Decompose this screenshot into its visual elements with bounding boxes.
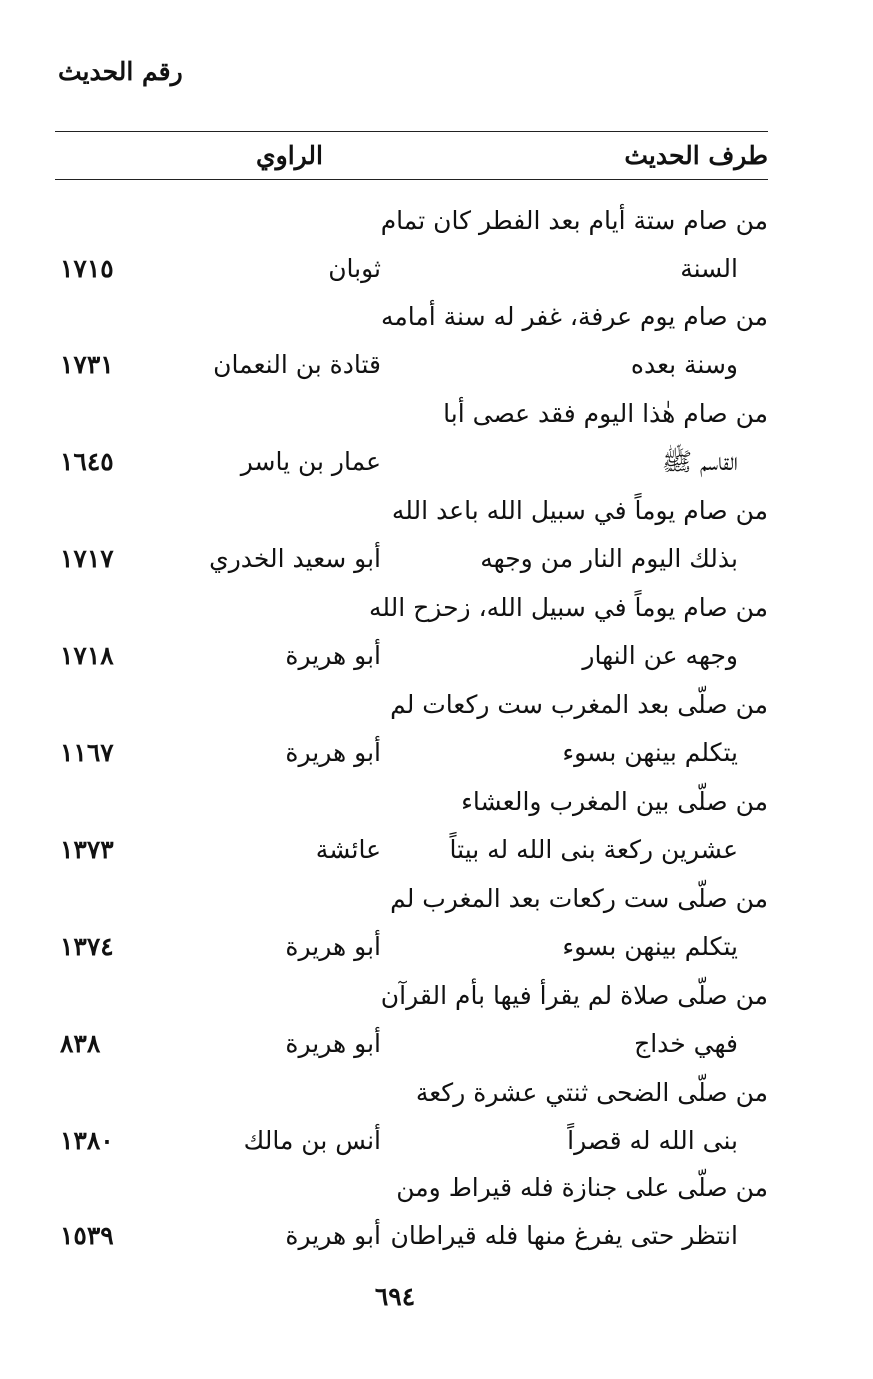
- narrator-name: أبو هريرة: [285, 1221, 381, 1250]
- table-row: [0, 390, 873, 486]
- narrator-name: أبو هريرة: [285, 738, 381, 767]
- table-row: [0, 487, 873, 583]
- table-row: [0, 1069, 873, 1165]
- hadith-number: ١٣٧٤: [60, 932, 114, 961]
- hadith-text-line2: يتكلم بينهن بسوء: [562, 932, 738, 961]
- hadith-number: ١٦٤٥: [60, 447, 114, 476]
- hadith-text-line1: من صام يوم عرفة، غفر له سنة أمامه: [380, 302, 768, 331]
- table-row: [0, 1164, 873, 1260]
- hadith-text-line1: من صلّى بين المغرب والعشاء: [461, 787, 768, 816]
- narrator-name: أبو هريرة: [285, 641, 381, 670]
- hadith-text-line2: وسنة بعده: [630, 350, 738, 379]
- table-row: [0, 972, 873, 1068]
- hadith-number: ١٧١٨: [60, 641, 114, 670]
- hadith-text-line2: بنى الله له قصراً: [567, 1126, 738, 1155]
- hadith-text-line2: فهي خداج: [634, 1029, 738, 1058]
- table-row: [0, 681, 873, 777]
- hadith-text-line1: من صلّى ست ركعات بعد المغرب لم: [390, 884, 768, 913]
- header-bottom-rule: [55, 179, 768, 180]
- hadith-text-line1: من صلّى على جنازة فله قيراط ومن: [396, 1173, 768, 1202]
- hadith-text-line1: من صلّى بعد المغرب ست ركعات لم: [390, 690, 768, 719]
- hadith-text-line1: من صام ستة أيام بعد الفطر كان تمام: [380, 206, 768, 235]
- hadith-text-line1: من صام هٰذا اليوم فقد عصى أبا: [443, 399, 768, 428]
- hadith-number: ١٧١٧: [60, 544, 114, 573]
- narrator-name: قتادة بن النعمان: [213, 350, 381, 379]
- header-hadith-label: طرف الحديث: [624, 141, 768, 170]
- hadith-text-line1: من صام يوماً في سبيل الله باعد الله: [391, 496, 768, 525]
- table-row: [0, 584, 873, 680]
- table-row: [0, 875, 873, 971]
- hadith-text-line2: عشرين ركعة بنى الله له بيتاً: [449, 835, 738, 864]
- hadith-number: ١٧١٥: [60, 254, 114, 283]
- hadith-text-line2: السنة: [680, 254, 738, 283]
- hadith-text-line1: من صلّى صلاة لم يقرأ فيها بأم القرآن: [380, 981, 768, 1010]
- narrator-name: أنس بن مالك: [243, 1126, 381, 1155]
- narrator-name: عائشة: [315, 835, 381, 864]
- table-row: [0, 293, 873, 389]
- narrator-name: أبو سعيد الخدري: [209, 544, 381, 573]
- narrator-name: عمار بن ياسر: [240, 447, 381, 476]
- hadith-number: ١٥٣٩: [60, 1221, 114, 1250]
- header-top-rule: [55, 131, 768, 132]
- narrator-name: ثوبان: [328, 254, 381, 283]
- narrator-name: أبو هريرة: [285, 1029, 381, 1058]
- hadith-number: ١٧٣١: [60, 350, 114, 379]
- hadith-number: ١١٦٧: [60, 738, 114, 767]
- hadith-text-line2: وجهه عن النهار: [582, 641, 738, 670]
- table-row: [0, 197, 873, 293]
- header-number-label: رقم الحديث: [58, 57, 183, 86]
- narrator-name: أبو هريرة: [285, 932, 381, 961]
- header-narrator-label: الراوي: [256, 141, 323, 170]
- hadith-number: ١٣٨٠: [60, 1126, 114, 1155]
- hadith-text-line1: من صلّى الضحى ثنتي عشرة ركعة: [415, 1078, 768, 1107]
- hadith-text-line2: بذلك اليوم النار من وجهه: [480, 544, 738, 573]
- hadith-number: ٨٣٨: [60, 1029, 101, 1058]
- hadith-number: ١٣٧٣: [60, 835, 114, 864]
- hadith-text-line2: انتظر حتى يفرغ منها فله قيراطان: [390, 1221, 738, 1250]
- hadith-text-line2: القاسم ﷺ: [661, 447, 738, 476]
- page-number: ٦٩٤: [374, 1282, 416, 1311]
- hadith-text-line2: يتكلم بينهن بسوء: [562, 738, 738, 767]
- hadith-text-line1: من صام يوماً في سبيل الله، زحزح الله: [368, 593, 768, 622]
- table-row: [0, 778, 873, 874]
